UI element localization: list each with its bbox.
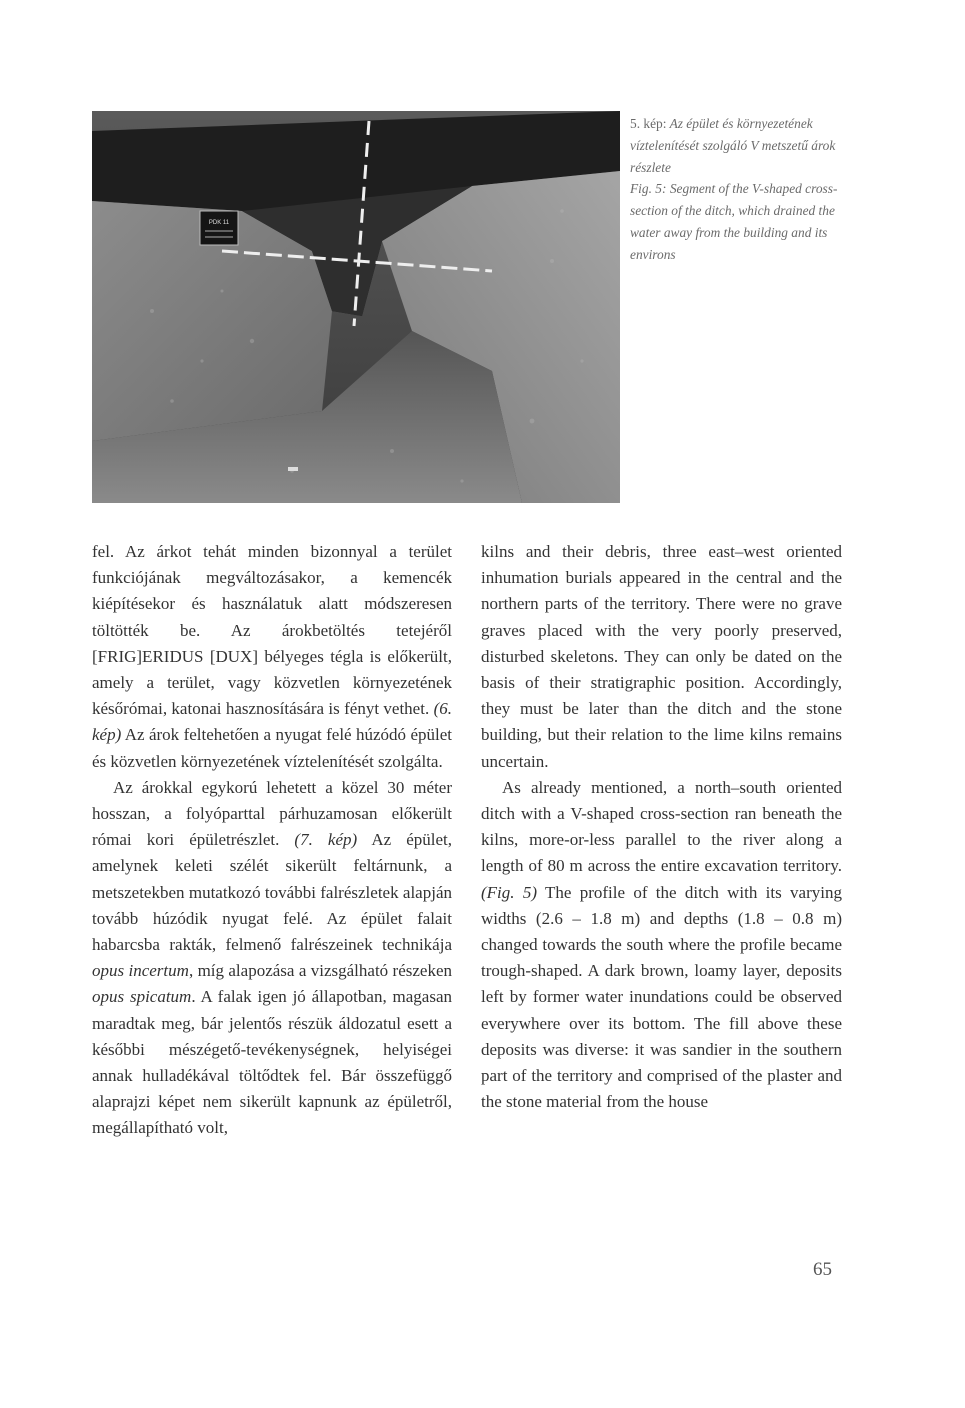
excavation-photo — [92, 111, 620, 503]
en-paragraph-1 — [481, 539, 842, 775]
hu-p1-text: fel. Az árkot tehát minden bizonnyal a terület funkciójának megváltozásakor, a kemencék kiépítésekor és használatuk alatt módszeresen töltötték be. Az árokbetöltés tetejéről [FRIG]ERIDUS [DUX] bélyeges tégla is előkerült, amely a terület, vagy közvetlen környezetének későrómai, katonai hasznosítására is fényt vethet. — [92, 542, 452, 719]
ditch-photo-drawing — [92, 111, 620, 503]
caption-english — [630, 178, 845, 265]
en-paragraph-2 — [481, 775, 842, 1116]
hu-p2-b: Az épület, amelynek keleti szélét sikerült feltárnunk, a metszetekben mutatkozó további falrészletek alapján tovább húzódik nyugat felé. Az épület falait habarcsba rakták, felmenő falrészeinek technikája — [92, 830, 452, 955]
caption-hu-text: Az épület és környezetének víztelenítését szolgáló V metszetű árok részlete — [630, 116, 836, 175]
caption-hu-label: 5. kép: — [630, 116, 667, 131]
en-p2-b: The profile of the ditch with its varying widths (2.6 – 1.8 m) and depths (1.8 – 0.8 m) changed towards the south where the profile became trough-shaped. A dark brown, loamy layer, deposits left by former water inundations could be observed everywhere over its bottom. The fill above these deposits was diverse: it was sandier in the southern part of the territory and comprised of the plaster and the stone material from the house — [481, 882, 842, 1112]
hu-term-opus-spicatum: opus spicatum — [92, 987, 192, 1007]
caption-en-text: Segment of the V-shaped cross-section of the ditch, which drained the water away from the building and its environs — [630, 181, 838, 262]
hu-term-opus-incertum: opus incertum — [92, 961, 189, 981]
hu-p2-a: Az árokkal egykorú lehetett a közel 30 méter hosszan, a folyóparttal párhuzamosan előkerült római kori épületrészlet. — [92, 777, 452, 850]
figure-caption — [630, 113, 845, 266]
hu-p1-ref: (6. kép) — [92, 699, 452, 745]
hu-p2-d: . A falak igen jó állapotban, magasan maradtak meg, bár jelentős részük áldozatul esett a későbbi mészégető-tevékenységnek, helyiségei annak hulladékával töltődtek fel. Bár összefüggő alaprajzi képet nem sikerült kapnunk az épületről, megállapítható volt, — [92, 987, 453, 1138]
english-column — [481, 539, 842, 1115]
en-p2-ref: (Fig. 5) — [481, 882, 537, 902]
en-p2-a: As already mentioned, a north–south oriented ditch with a V-shaped cross-section ran beneath the kilns, more-or-less parallel to the river along a length of 80 m across the entire excavation territory. — [481, 777, 842, 876]
en-p1-text: kilns and their debris, three east–west oriented inhumation burials appeared in the central and the northern parts of the territory. There were no grave graves placed with the very poorly preserved, disturbed skeletons. They can only be dated on the basis of their stratigraphic position. Accordingly, they must be later than the ditch and the stone building, but their relation to the lime kilns remains uncertain. — [481, 542, 842, 771]
hu-p2-ref: (7. kép) — [294, 830, 358, 850]
board-label: PDK 11 — [208, 220, 230, 226]
hu-paragraph-2 — [92, 775, 452, 1142]
hu-p2-c: , míg alapozása a vizsgálható részeken — [188, 961, 453, 981]
caption-en-label: Fig. 5: — [630, 181, 667, 197]
hu-p1-tail: Az árok feltehetően a nyugat felé húzódó épület és közvetlen környezetének víztelenítését szolgálta. — [92, 725, 452, 771]
hungarian-column — [92, 539, 452, 1142]
caption-hungarian — [630, 113, 845, 178]
page-number: 65 — [813, 1259, 832, 1280]
hu-paragraph-1 — [92, 539, 452, 775]
